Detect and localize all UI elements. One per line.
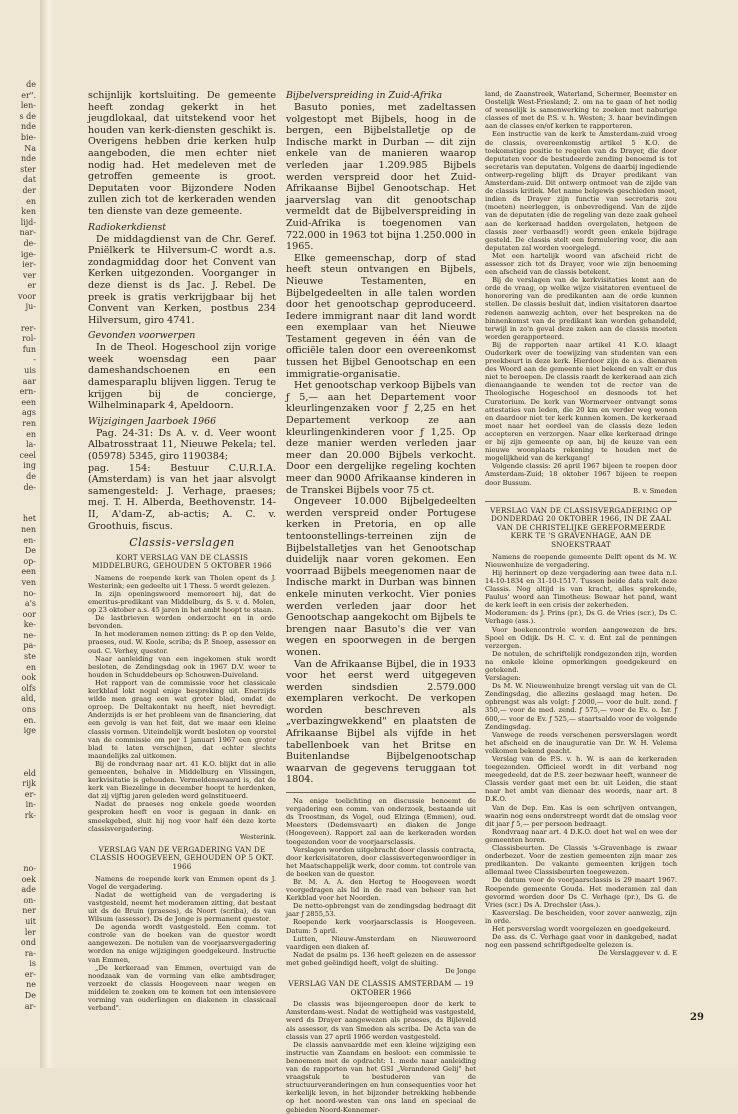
heading-radiokerkdienst: Radiokerkdienst xyxy=(88,221,167,233)
margin-fragment: ige- xyxy=(20,249,36,259)
margin-fragment xyxy=(0,843,40,854)
margin-fragment: ern- xyxy=(19,387,36,397)
paragraph: Een instructie van de kerk te Amsterdam-zuid vroeg de classis, overeenkomstig artikel 5 K.O. de toekomstige positie te regelen van ds Drayer, die door deputaten voor de bestudeerde zending benoemd is tot secretaris van deputaten. Volgens de daarbij ingediende ontwerp-regeling blijft ds Drayer predikant van Amsterdam-zuid. Dit ontwerp ontmoet van de zijde van de classis kritiek. Met name belgewis geschieden moet, indien ds Drayer zijn functie van secretaris zou (moeten) neerleggen, is onbevredigend. Van de zijde van de deputaten (die de regeling van deze zaak geheel aan de kerkeraad hadden overgelaten, hetgeen de classis zeer verbaasd!) wordt geen enkele bijdrage gesteld. De classis stelt een formulering voor, die aan deputaten zal worden voorgelegd. xyxy=(485,130,677,252)
margin-fragment: nde xyxy=(20,154,36,164)
paragraph: Br. M. A. A. den Hertog te Hoogeveen wordt voorgedragen als lid in de raad van beheer van het Kerkblad voor het Noorden. xyxy=(286,877,476,903)
paragraph: Naar aanleiding van een ingekomen stuk wordt besloten, de Zendingsdag ook in 1967 D.V. weer te houden in Schuddebeurs op Schouwen-Duiveland. xyxy=(88,654,276,679)
paragraph: De notulen, de schriftelijk rondgezonden zijn, worden na enkele kleine opmerkingen goedgekeurd en getekend. xyxy=(485,649,677,674)
margin-fragment: de- xyxy=(23,482,36,492)
margin-fragment xyxy=(0,493,40,504)
margin-fragment: rer- xyxy=(20,323,36,333)
margin-fragment: lijd- xyxy=(20,217,36,227)
paragraph: Bij de rondvraag naar art. 41 K.O. blijkt dat in alle gemeenten, behalve in Middelburg en Vlissingen, kerkvisitatie is gehouden. Vermeldenswaard is, dat de kerk van Biezelinge in december hoopt te herdenken, dat zij vijftig jaren geleden werd geïnstitueerd. xyxy=(88,759,276,801)
classis-verslagen-banner: Classis-verslagen xyxy=(129,536,235,550)
margin-fragment: on- xyxy=(23,895,36,905)
margin-fragment: la- xyxy=(25,440,36,450)
paragraph: Na enige toelichting en discussie benoemt de vergadering een comm. van onderzoek, bestaande uit ds Troostman, ds Vogel, oud Elzinga (Emmen), oud. Meesters (Dedemsvaart) en diaken de Jonge (Hoogeveen). Rapport zal aan de kerkeraden worden toegezonden voor de voorjaarsclassis. xyxy=(286,797,476,846)
margin-fragment: ste xyxy=(23,652,36,662)
margin-fragment: ster xyxy=(20,164,36,174)
margin-fragment: ond xyxy=(20,938,36,948)
margin-fragment: ren xyxy=(22,419,36,428)
margin-fragment: uit xyxy=(25,916,36,926)
paragraph-radio: De middagdienst van de Chr. Geref. Pniëlkerk te Hilversum-C wordt a.s. zondagmiddag door het Convent van Kerken uitgezonden. Voorganger in deze dienst is ds Jac. J. Rebel. De preek is gratis verkrijgbaar bij het Convent van Kerken, postbus 234 Hilversum, giro 4741. xyxy=(88,233,276,326)
paragraph: De netto-opbrengst van de zendingsdag bedraagt dit jaar ƒ 2855,53. xyxy=(286,902,476,919)
margin-fragment: een xyxy=(21,567,36,577)
margin-fragment: pa- xyxy=(23,641,36,651)
heading-hoogeveen: VERSLAG VAN DE VERGADERING VAN DE CLASSIS HOOGEVEEN, GEHOUDEN OP 5 OKT. 1966 xyxy=(90,844,274,871)
signature: Westerink. xyxy=(239,832,276,841)
margin-fragment: er". xyxy=(21,90,36,100)
paragraph: De agenda wordt vastgesteld. Een comm. tot controle van de boeken van de questor wordt aangewezen. De notulen van de voorjaarsvergadering worden na enige wijzigingen goedgekeurd. Instructie van Emmen, xyxy=(88,923,276,964)
paragraph: Ds M. W. Nieuwenhuize brengt verslag uit van de Cl. Zendingsdag, die allezins geslaagd mag heten. De opbrengst was als volgt: ƒ 2000,— voor de bult. zend. ƒ 350,— voor de med. zend. ƒ 575,— voor de Ev. o. Isr. ƒ 600,— voor de Ev. ƒ 525,— staartsaldo voor de volgende Zendingsdag. xyxy=(485,682,677,731)
divider xyxy=(286,792,476,793)
paragraph: Vanwege de reeds verschenen persverslagen wordt het afscheid en de inauguratie van Dr. W. H. Velema volkomen bekend geacht. xyxy=(485,730,677,755)
paragraph: Nadat de psalm ps. 136 heeft gelezen en de assessor met gebed geëindigd heeft, volgt de sluiting. xyxy=(286,950,476,967)
paragraph: Hij herinnert op deze vergadering aan twee data n.l. 14-10-1834 en 31-10-1517. Tussen beide data valt deze Classis. Nog altijd is van kracht, alles sprekende, Paulus' woord aan Timotheus: Bewaar het pand, want de kerk leeft in een crisis der zekerheden. xyxy=(485,568,677,610)
paragraph: Verslag van de P.S. v. h. W. is aan de kerkeraden toegezonden. Officieel wordt in dit verband nog meegedeeld, dat de P.S. zeer bezwaar heeft, wanneer de Classis verder gaat met een br. uit Leiden, die staat naar het ambt van dienaar des woords, naar art. 8 D.K.O. xyxy=(485,755,677,804)
margin-fragment: s de xyxy=(19,111,36,121)
column-1 xyxy=(88,90,276,1013)
margin-fragment: ier- xyxy=(22,260,36,270)
paragraph: De datum voor de voorjaarsclassis is 29 maart 1967. Roepende gemeente Gouda. Het moderamen zal dan gevormd worden door Ds C. Verhage (pr.), Ds G. de Vries (scr.) Ds A. Drechsler (Ass.). xyxy=(485,876,677,909)
margin-fragment xyxy=(0,504,40,515)
paragraph: Rondvraag naar art. 4 D.K.O. doet het wel en wee der gemeenten horen. xyxy=(485,827,677,844)
paragraph: land, de Zaanstreek, Waterland, Schermer, Beemster en Oostelijk West-Friesland; 2. om na te gaan of het nodig of wenselijk is samenwerking te zoeken met naburige classes of met de P.S. v. h. Westen; 3. haar bevindingen aan de classes en/of kerken te rapporteren. xyxy=(485,90,677,131)
margin-fragment: rol- xyxy=(22,334,36,344)
amsterdam-report xyxy=(286,1000,476,1113)
margin-fragment: ju- xyxy=(25,302,36,312)
paragraph: Classisbeurten. De Classis 's-Gravenhage is zwaar onderbezet. Voor de zestien gemeenten zijn maar zes predikanten. De vakante gemeenten krijgen toch allemaal twee Classisbeurten toegewezen. xyxy=(485,844,677,877)
margin-fragment: bie- xyxy=(20,132,36,142)
margin-fragment: rk- xyxy=(24,810,36,820)
paragraph-gevonden: In de Theol. Hogeschool zijn vorige week woensdag een paar dameshandschoenen en een damesparaplu blijven liggen. Terug te krijgen bij de concierge, Wilhelminapark 4, Apeldoorn. xyxy=(88,342,276,412)
paragraph: Verslagen: xyxy=(485,674,521,683)
margin-fragment: len- xyxy=(20,101,36,111)
divider xyxy=(485,501,677,502)
margin-fragment: ne- xyxy=(23,630,36,640)
margin-fragment: er xyxy=(27,281,36,291)
margin-fragment: a's xyxy=(24,599,36,609)
margin-fragment: op- xyxy=(23,556,36,566)
margin-fragment: en xyxy=(26,429,36,439)
paragraph-wijzigingen-1: Pag. 24-31: Ds A. v. d. Veer woont Albatrosstraat 11, Nieuwe Pekela; tel. (05978) 5345, giro 1190384; xyxy=(88,427,276,463)
heading-amsterdam: VERSLAG VAN DE CLASSIS AMSTERDAM — 19 OKTOBER 1966 xyxy=(288,979,474,997)
margin-fragment: ald, xyxy=(21,694,36,704)
margin-fragment: en. xyxy=(23,715,36,725)
margin-fragment xyxy=(0,747,40,758)
paragraph: Namens de roepende kerk van Tholen opent ds J. Westerink; een gedeelte uit 1 Thess. 5 wordt gelezen. xyxy=(88,573,276,590)
hoogeveen-report xyxy=(88,875,276,1013)
margin-fragment: in- xyxy=(25,800,36,810)
paragraph: Namens de roepende kerk van Emmen opent ds J. Vogel de vergadering. xyxy=(88,874,276,891)
margin-fragment xyxy=(0,313,40,324)
paragraph: Van de Dep. Em. Kas is een schrijven ontvangen, waarin nog eens onderstreept wordt dat de omslag voor dit jaar ƒ 5,— per persoon bedraagt. xyxy=(485,803,677,828)
margin-fragment: ner xyxy=(22,906,36,916)
paragraph: Moderamen: ds J. Prins (pr.), Ds G. de Vries (scr.), Ds C. Verhage (ass.). xyxy=(485,609,677,626)
margin-fragment: no- xyxy=(23,863,36,873)
amsterdam-report-continued xyxy=(485,90,677,495)
paragraph: Het rapport van de commissie voor het classicale kerkblad lokt nogal enige bespreking uit. Enerzijds wilde men graag een wat groter blad, omdat de oproep. De Deltakontakt nu heeft, niet bevredigt. Anderzijds is er het probleem van de financiering, dat een gevolg is van het feit, dat we maar een kleine classis vormen. Uiteindelijk wordt besloten op voorstel van de commissie om per 1 januari 1967 een groter blad te laten verschijnen, dat echter slechts maandelijks zal uitkomen. xyxy=(88,678,276,760)
margin-fragment: nde xyxy=(20,122,36,132)
margin-fragment: ke- xyxy=(23,620,36,630)
margin-fragment: oek xyxy=(21,874,36,884)
margin-fragment: nar- xyxy=(19,228,36,238)
margin-fragment: de xyxy=(26,80,36,89)
page-number: 29 xyxy=(690,1012,704,1023)
column-2 xyxy=(286,90,476,1114)
paragraph: In het moderamen nemen zitting: ds P. op den Velde, praeses, oud. W. Koole, scriba; ds P. Snoep, assessor en oud. C. Verhey, questor. xyxy=(88,630,276,655)
paragraph: Van de Afrikaanse Bijbel, die in 1933 voor het eerst werd uitgegeven werden sindsdien 2.579.000 exemplaren verkocht. De verkopen worden beschreven als „verbazingwekkend" en plaatsten de Afrikaanse Bijbel als vijfde in het tabellenboek van het Britse en Buitenlandse Bijbelgenootschap waarvan de gegevens teruggaan tot 1804. xyxy=(286,658,476,786)
margin-fragment: ing xyxy=(23,461,36,471)
paragraph: Namens de roepende gemeente Delft opent ds M. W. Nieuwenhuize de vergadering. xyxy=(485,552,677,569)
margin-fragment: en xyxy=(26,662,36,672)
margin-fragment: er- xyxy=(24,969,36,979)
margin-fragment: olfs xyxy=(21,683,36,693)
margin-fragment: De xyxy=(24,991,36,1001)
paragraph: Verslagen worden uitgebracht door classis contracta, door kerkvisitatoren, door classisvertegenwoordiger in het Maatschappelijk werk, door comm. tot controle van de boeken van de questor. xyxy=(286,845,476,878)
paragraph: Basuto ponies, met zadeltassen volgestopt met Bijbels, hoog in de bergen, een Bijbelstalletje op de Indische markt in Durban — dit zijn enkele van de manieren waarop verleden jaar 1.209.985 Bijbels werden verspreid door het Zuid-Afrikaanse Bijbel Genootschap. Het jaarverslag van dit genootschap vermeldt dat de Bijbelverspreiding in Zuid-Afrika is toegenomen van 722.000 in 1963 tot bijna 1.250.000 in 1965. xyxy=(286,102,476,253)
paragraph-wijzigingen-2: pag. 154: Bestuur C.U.R.I.A. (Amsterdam) is van het jaar alsvolgt samengesteld: J. Verhage, praeses; mej. T. H. Alberda, Beethovenstr. 14-II, A'dam-Z, ab-actis; A. C. v. Groothuis, fiscus. xyxy=(88,462,276,532)
margin-fragment: ne xyxy=(26,980,36,990)
margin-fragment: eld xyxy=(23,768,36,778)
page-fold xyxy=(40,0,54,1068)
margin-fragment: een xyxy=(21,397,36,407)
signature: De Jonge xyxy=(445,967,476,975)
margin-fragment: ceel xyxy=(19,450,36,460)
margin-fragment: der xyxy=(22,185,36,195)
margin-fragment: dat xyxy=(22,175,36,185)
paragraph: De classis aanvaardde met een kleine wijziging een instructie van Zaandam en besloot: een commissie te benoemen met de opdracht: 1. mede naar aanleiding van de rapporten van het GSI „Verandered Gelij" het vraagstuk te bestuderen van de structuurveranderingen en hun consequenties voor het kerkelijk leven, in het bijzonder betrekking hebbende op het noord-westen van ons land en speciaal de gebieden Noord-Kennemer- xyxy=(286,1040,476,1114)
margin-fragment: het xyxy=(22,514,36,524)
margin-fragment: nen xyxy=(20,524,36,534)
margin-fragment xyxy=(0,853,40,864)
article-continuation: schijnlijk kortsluiting. De gemeente heeft zondag gekerkt in het jeugdlokaal, dat uitstekend voor het houden van kerk-diensten geschikt is. Overigens hebben drie kerken hulp aangeboden, die men echter niet nodig had. Het medeleven met de getroffen gemeente is groot. Deputaten voor Bijzondere Noden zullen zich tot de kerkeraden wenden ten dienste van deze gemeente. xyxy=(88,90,276,217)
paragraph: Voor boekencontrole worden aangewezen de brs. Spoel en Odijk. Ds H. C. v. d. Ent zal de penningen verzorgen. xyxy=(485,625,677,650)
margin-fragment: ook xyxy=(21,673,36,683)
paragraph: Elke gemeenschap, dorp of stad heeft steun ontvangen en Bijbels, Nieuwe Testamenten, en Bijbelgedeelten in alle talen worden door het genootschap geproduceerd. Iedere immigrant naar dit land wordt een exemplaar van het Nieuwe Testament gegeven in één van de officiële talen door een overeenkomst tussen het Bijbel Genootschap en een immigratie-organisatie. xyxy=(286,252,476,380)
middelburg-report xyxy=(88,574,276,841)
paragraph: Roepende kerk voorjaarsclassis is Hoogeveen. Datum: 5 april. xyxy=(286,918,476,935)
paragraph: Het genootschap verkoop Bijbels van ƒ 5,— aan het Departement voor kleurlingenzaken voor ƒ 2,25 en het Departement verkoop ze aan kleurlingenkinderen voor ƒ 1,25. Op deze manier werden verleden jaar meer dan 20.000 Bijbels verkocht. Door een dergelijke regeling kochten meer dan 9000 Afrikaanse kinderen in de Transkei Bijbels voor 75 ct. xyxy=(286,380,476,496)
heading-middelburg: KORT VERSLAG VAN DE CLASSIS MIDDELBURG, GEHOUDEN 5 OKTOBER 1966 xyxy=(92,552,272,571)
margin-fragment: en xyxy=(26,196,36,206)
margin-fragment: rijk xyxy=(22,779,36,789)
margin-fragment: Na xyxy=(24,143,36,153)
paragraph: Met een hartelijk woord van afscheid richt de assessor zich tot ds Drayer, voor wie zijn benoeming een afscheid van de classis betekent. xyxy=(485,251,677,277)
paragraph: Nadat de wettigheid van de vergadering is vastgesteld, neemt het moderamen zitting, dat bestaat uit ds de Bruin (praeses), ds Noort (scriba), ds van Wilsum (assessor). Ds de Jonge is permanent questor. xyxy=(88,890,276,924)
margin-fragment: er- xyxy=(24,789,36,799)
paragraph: „De kerkeraad van Emmen, overtuigd van de noodzaak van de vorming van elke ambtsdrager, verzoekt de classis Hoogeveen naar wegen en middelen te zoeken om te komen tot een intensievere vorming van ouderlingen en diakenen in classicaal verband". xyxy=(88,963,276,1013)
heading-gravenhage: VERSLAG VAN DE CLASSISVERGADERING OP DONDERDAG 20 OKTOBER 1966, IN DE ZAAL VAN DE CHRISTELIJKE GEREFORMEERDE KERK TE 'S GRAVENHAGE, AAN DE SNOEKSTRAAT xyxy=(490,505,672,550)
margin-fragment: ags xyxy=(22,408,36,418)
margin-fragment: ken xyxy=(21,207,36,217)
gravenhage-report xyxy=(485,553,677,958)
paragraph: Kasverslag. De bescheiden, voor zover aanwezig, zijn in orde. xyxy=(485,908,677,925)
paragraph: De lastbrieven worden onderzocht en in orde bevonden. xyxy=(88,614,276,631)
paragraph: Ongeveer 10.000 Bijbelgedeelten werden verspreid onder Portugese kerken in Pretoria, en op alle tentoonstellings-terreinen zijn de Bijbelstalletjes van het Genootschap duidelijk naar voren gekomen. Een voorraad Bijbels meegenomen naar de Indische markt in Durban was binnen enkele minuten verkocht. Vier ponies werden verleden jaar door het Genootschap aangekocht om Bijbels te brengen naar Basuto's die ver van wegen en spoorwegen in de bergen wonen. xyxy=(286,496,476,658)
margin-fragment: ra- xyxy=(24,948,36,958)
margin-fragment: is xyxy=(29,959,36,969)
paragraph: Volgende classis: 26 april 1967 bijeen te roepen door Amsterdam-Zuid; 18 oktober 1967 bijeen te roepen door Bussum. xyxy=(485,462,677,487)
margin-fragment xyxy=(0,737,40,748)
signature: De Verslaggever v. d. E xyxy=(598,949,677,958)
margin-fragment: De xyxy=(24,546,36,556)
margin-fragment: en- xyxy=(23,535,36,545)
heading-gevonden: Gevonden voorwerpen xyxy=(88,330,196,342)
column-3 xyxy=(485,90,677,1010)
margin-fragment: de- xyxy=(23,238,36,248)
paragraph: Bij de verslagen van de kerkvisitaties komt aan de orde de vraag, op welke wijze visitatoren eventueel de honorering van de predikanten aan de orde kunnen stellen. De classis besluit dat, indien visitatoren daartoe redenen aanwezig achten, over het bespreken na de binnenkomst van de predikant kan worden gehandeld, terwijl in zo'n geval deze zaken aan de classis moeten worden gerapporteerd. xyxy=(485,276,677,341)
margin-fragment: ige xyxy=(23,726,36,736)
margin-fragment: ven xyxy=(21,577,36,587)
heading-bijbelverspreiding: Bijbelverspreiding in Zuid-Afrika xyxy=(286,90,443,101)
margin-fragment: no- xyxy=(23,588,36,598)
margin-fragment: - xyxy=(33,355,36,365)
paragraph: Het persverslag wordt voorgelezen en goedgekeurd. xyxy=(492,924,671,933)
margin-fragment xyxy=(0,832,40,843)
heading-wijzigingen: Wijzigingen Jaarboek 1966 xyxy=(88,415,217,427)
margin-fragment: ler xyxy=(24,927,36,937)
previous-page-strip xyxy=(0,80,40,1010)
paragraph: In zijn openingswoord memoreert hij, dat de emeritus-predikant van Middelburg, ds S. v. d. Molen, op 23 oktober a.s. 45 jaren in het ambt hoopt te staan. xyxy=(88,589,276,615)
margin-fragment: uis xyxy=(24,366,36,376)
margin-fragment: oor xyxy=(22,609,36,619)
paragraph: Lutten, Nieuw-Amsterdam en Nieuweroord vaardigen een diaken af. xyxy=(286,934,476,951)
margin-fragment xyxy=(0,822,40,833)
margin-fragment: de xyxy=(26,471,36,481)
margin-fragment xyxy=(0,758,40,769)
hoogeveen-report-continued xyxy=(286,797,476,975)
margin-fragment: ons xyxy=(21,705,36,715)
paragraph: De classis was bijeengeroepen door de kerk te Amsterdam-west. Nadat de wettigheid was vastgesteld, werd ds Drayer aangewezen als praeses, ds Bijleveld als assessor, ds van Smeden als scriba. De Acta van de classis van 27 april 1966 werden vastgesteld. xyxy=(286,1000,476,1041)
paragraph: Bij de rapporten naar artikel 41 K.O. klaagt Ouderkerk over de toewijzing van studenten van een preekbeurt in deze kerk. Hierdoor zijn de a.s. dienaren des Woord aan de gemeente niet bekend en valt er dus niet te beroepen. De classis raadt de kerkeraad aan zich dienaangaande te wenden tot de rector van de Theologische Hogeschool en desnoods tot het Curatorium. De kerk van Wormerveer ontvangt soms attestaties van leden, die 20 km en verder weg wonen en daardoor niet ter kerk kunnen komen. De kerkeraad moet naar het oordeel van de classis deze leden accepteren en verzorgen. Naar elke kerkeraad dringe er bij zijn gemeente op aan, bij de keuze van een nieuwe woonplaats rekening te houden met de mogelijkheid van de kerkgang! xyxy=(485,340,677,463)
margin-fragment: fun xyxy=(22,344,36,354)
signature: B. v. Smeden xyxy=(633,486,677,495)
margin-fragment: ar- xyxy=(24,1001,36,1011)
margin-fragment: voor xyxy=(18,291,36,301)
margin-fragment: aar xyxy=(22,376,36,386)
margin-fragment: ade xyxy=(21,885,36,895)
paragraph: Nadat de praeses nog enkele goede woorden gesproken heeft en voor is gegaan in dank- en smeekgebed, sluit hij nog voor half één deze korte classisvergadering. xyxy=(88,800,276,833)
margin-fragment: ver xyxy=(22,270,36,280)
paragraph: De ass. ds C. Verhage gaat voor in dankgebed, nadat nog een passend schriftgedeelte gelezen is. xyxy=(485,933,677,950)
